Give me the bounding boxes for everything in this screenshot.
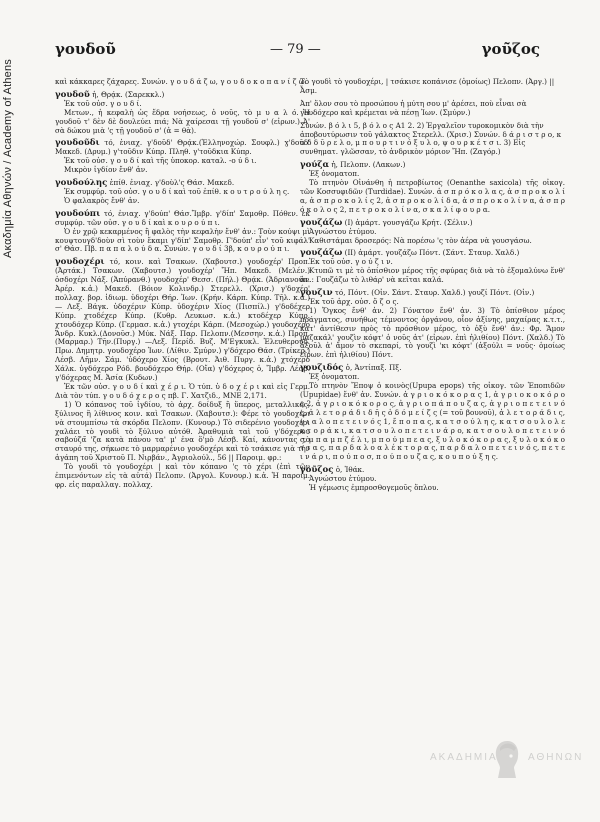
entry-paragraph: Ἐκ τοῦ οὐσ. γ ο υ δ ί καὶ τῆς ὑποκορ. καταλ. -ο ύ δ ι. bbox=[64, 156, 257, 166]
entry-grammar: ἡ, Πελοπν. (Λακων.) bbox=[331, 160, 406, 170]
entry-grammar: τό, ἐνιαχ. γ'δοῦδ' Θρᾴκ.(Ἑλληνοχώρ. Σουφλ.) ɣ'δοῦδ' Μακεδ. (Δρυμ.) γ'τοῦδιν Κύπρ. Πληθ. γ'τοῦδκια Κύπρ. bbox=[55, 138, 310, 157]
entry-head bbox=[55, 139, 310, 157]
entry-paragraph: 1) Ὄγκος ἔνθ' ἀν. 2) Γόνατον ἔνθ' ἀν. 3) Τὸ ὀπίσθιον μέρος πράγματος, συνήθως τέμνοντος ὀργάνου, οἷον ἀξίνης, μαχαίρας κ.τ.τ., κατ' ἀντίθεσιν πρὸς τὸ πρόσθιον μέρος, τὸ ὀξὺ ἔνθ' ἀν.: Φρ. Ἄμον μαζακάλ' γουζὶν κόφτ' ὁ νοῦς ἀτ' (εἰρων. ἐπὶ ἠλιθίου) Πόντ. (Χαλδ.) Τὸ ἀξοῦλ ἀ' ἄμον τὸ σκεπαρί, τὸ γουζὶ 'κι κόφτ' (ἀξούλι = νοῦς· ὁμοίως εἰρων. ἐπὶ ἠλιθίου) Πόντ. bbox=[300, 305, 565, 360]
dictionary-entry bbox=[300, 289, 565, 360]
entry-paragraph: Ἐκ τοῦ ἀρχ. οὐσ. ὄ ζ ο ς. bbox=[309, 296, 399, 306]
entry-grammar: τό, ἐνιαχ. γ'δούπ' Θάσ.Ἴμβρ. γ'δίπ' Σαμοθρ. Πόθεν. ἐκ συμφύρ. τῶν οὐσ. γ ο υ δ ί καὶ κ ο υ ρ ο ύ π ι. bbox=[55, 208, 310, 227]
academy-watermark bbox=[430, 738, 584, 782]
dictionary-entry bbox=[55, 91, 310, 136]
entry-grammar: τό, κοιν. καὶ Τσακων. (Χαβουτσ.) γουδοχέρ' Προπ. (Ἀρτάκ.) Τσακων. (Χαβουτσ.) γουδοχέρ' Ἤπ. Μακεδ. (Μελέν.) ὀσδοχέρι Νάξ. (Ἀπύρανθ.) γουδοχέρ' Θεσσ. (Πήλ.) Θρᾴκ. (Ἀδριανούπ. Ἀρέρ. κ.ἀ.) Μακεδ. (Βόιον Κολινδρ.) Στερελλ. (Χρισ.) γ'δοχέρ' πολλαχ. βορ. ἰδιωμ. ὑδοχέρι Θήρ. Ἰων. (Κρήν. Κάρπ. Κύπρ. Τῆλ. κ.ἀ.) — Λεξ. Βάγκ. ὑδοχέριν Κύπρ. ὑδοχέριν Χίος (Πισπίλ.) γ'δοδέχερ Κύπρ. χτοδέχερ Κύπρ. (Κυθρ. Λευκωσ. κ.ἀ.) κτοδέχερ Κύπρ. χτουδόχερ Κύπρ. (Γερμασ. κ.ἀ.) γτοχέρι Κάρπ. (Μεσοχώρ.) γουδοχέρο Ἄνδρ. Κυκλ.(Δονοῦσ.) Μύκ. Νάξ. Παρ. Πελοπν.(Μεσσην. κ.ἀ.) Προπ.(Μαρμαρ.) Τῆν.(Πυργ.) —Λεξ. Περίδ. Βυζ. Μ'Εγκυκλ. Ἐλευθερουδ. Πρω. Δημητρ. γουδοχέρο Ἰων. (Λίθιν. Σμύρν.) γ'δόχερο Θάσ. (Τρίκερ.) Λέσβ. Λῆμν. Σάμ. 'ὑδόχερο Χίος (Βρουτ. Ἀιθ. Πυργ. κ.ἀ.) χτόχερο Χάλκ. ὑγδόχερο Ρόδ. βουδόχερο Θήρ. (Οἴα) γ'δόχερος ὁ, Ἴμβρ. Λέσβ. γ'δόχερας Μ. Ἀσία (Κυδων.) bbox=[55, 257, 310, 383]
entry-grammar: ἐπίθ. ἐνιαχ. γ'δοὺλ'ς Θάσ. Μακεδ. bbox=[109, 178, 235, 188]
entry-lemma: γουδοῦ bbox=[55, 89, 90, 100]
entry-grammar: (I) ἀμάρτ. γουσγάζω Κρήτ. (Σέλιν.) bbox=[344, 217, 473, 227]
dictionary-entry bbox=[55, 179, 310, 206]
dictionary-entry bbox=[300, 249, 565, 285]
entry-lemma: γουζιδός bbox=[300, 363, 344, 374]
left-column bbox=[55, 78, 310, 494]
entry-paragraph: Ἀγνώστου ἐτύμου. bbox=[309, 226, 377, 236]
entry-paragraph: Ἐκ συμφύρ. τοῦ οὐσ. γ ο υ δ ί καὶ τοῦ ἐπίθ. κ ο υ τ ρ ο ύ λ η ς. bbox=[64, 186, 290, 196]
page-number: — 79 — bbox=[270, 42, 321, 57]
watermark-left-text: ΑΚΑΔΗΜΙΑ bbox=[430, 752, 498, 763]
entry-grammar: ὁ, Ἰθάκ. bbox=[335, 465, 365, 475]
watermark-right-text: ΑΘΗΝΩΝ bbox=[528, 752, 584, 763]
entry-paragraph: Τὸ γουδὶ τὸ γουδοχέρι | καὶ τὸν κόπανο 'ς τὸ χέρι (ἐπὶ τῶν ἐπιμενόντων εἰς τὰ αὐτά) Πελοπν. (Ἀργολ. Κυνουρ.) κ.ἀ. Ἡ παροιμ. φρ. εἰς παραλλαγ. πολλαχ. bbox=[55, 462, 310, 489]
entry-paragraph: Μικρὸν ἰγδίον ἔνθ' ἀν. bbox=[64, 165, 148, 175]
entry-head bbox=[55, 258, 310, 383]
entry-grammar: τό, Πόντ. (Οἰν. Σάντ. Σταυρ. Χαλδ.) γουζί Πόντ. (Οἰν.) bbox=[334, 288, 535, 298]
dictionary-entry bbox=[300, 219, 565, 246]
entry-head bbox=[55, 210, 310, 228]
dictionary-entry bbox=[55, 210, 310, 255]
entry-paragraph: Ἐκ τοῦ οὐσ. γ ο ύ ζ ι ν. bbox=[309, 257, 393, 267]
right-column bbox=[300, 78, 565, 497]
archive-side-label: Ακαδημία Αθηνών / Academy of Athens bbox=[2, 58, 14, 258]
entry-lemma: γουδοῦδι bbox=[55, 138, 100, 149]
dictionary-entry bbox=[300, 161, 565, 214]
dictionary-entry bbox=[55, 139, 310, 175]
dictionary-entry bbox=[300, 466, 565, 493]
entry-lemma: γουδοχέρι bbox=[55, 257, 105, 268]
continuation-text: καὶ κάκκαρες ζάχαρες. Συνών. γ ο υ δ ά ζ ω, γ ο υ δ ο κ ο π α ν ί ζ ω. bbox=[55, 77, 307, 86]
entry-grammar: ἡ, Θρᾴκ. (Σαρεκκλ.) bbox=[92, 89, 165, 99]
continuation-text: Τὸ γουδὶ τὸ γουδοχέρι, | τσάκισε κοπάνισε (ὁμοίως) Πελοπν. (Ἀργ.) || Ἆσμ. bbox=[300, 77, 555, 95]
entry-paragraph: Κτυπῶ τι μὲ τὸ ὀπίσθιον μέρος τῆς σφύρας διὰ νὰ τὸ ἐξομαλύνω ἔνθ' ἀν.: Γουζάζω τὸ λιθάρ' νὰ κεῖται καλά. bbox=[300, 266, 565, 285]
entry-grammar: (II) ἀμάρτ. γουζάζω Πόντ. (Σάντ. Σταυρ. Χαλδ.) bbox=[344, 248, 520, 258]
entry-paragraph: Ἐξ ὀνοματοπ. bbox=[309, 169, 360, 179]
dictionary-entry bbox=[300, 364, 565, 462]
entry-paragraph: Ἐξ ὀνοματοπ. bbox=[309, 372, 360, 382]
entry-lemma: γοῦζος bbox=[300, 465, 334, 476]
entry-grammar: ὁ, Ἀντίπαξ. Πξ. bbox=[345, 363, 402, 373]
entry-paragraph: Ἡ γέμωσις ἐμπροσθογεμοῦς ὅπλου. bbox=[309, 483, 439, 493]
entry-paragraph: Τὸ πτηνὸν Οἰνάνθη ἡ πετροβίωτος (Oenanthe saxicola) τῆς οἰκογ. τῶν Κοσσυφιδῶν (Turdidae). Συνών. ἀ σ π ρ ό κ ο λ α ς, ἀ σ π ρ ο κ ο λ ί α, ἀ σ π ρ ο κ ο λ ί ς 2, ἀ σ π ρ ο κ ο λ ί δ α, ἀ σ π ρ ο κ ο λ ί ν α, ἀ σ π ρ ό κ ο λ ο ς 2, π ε τ ρ ο κ ο λ ί ν α, σ κ α λ ί φ ο υ ρ α. bbox=[300, 178, 565, 214]
entry-paragraph: Καθιστάμαι δροσερός: Νὰ πορέσω 'ς τὸν ἀέρα νὰ γουσγάσω. bbox=[309, 235, 532, 245]
page-header bbox=[50, 40, 570, 60]
entry-lemma: γουζάζω bbox=[300, 248, 343, 259]
left-running-headword: γουδοῦ bbox=[55, 40, 116, 58]
entry-lemma: γουζιν bbox=[300, 288, 333, 299]
entry-paragraph: Ὁ φαλακρὸς ἔνθ' ἀν. bbox=[64, 195, 140, 205]
entry-paragraph: Ἐκ τοῦ οὐσ. γ ο υ δ ί. bbox=[64, 98, 142, 108]
entry-lemma: γούζα bbox=[300, 160, 330, 171]
continuation-text: Ἀπ' ὅλον σου τὸ προσώπου ἡ μύτη σου μ' ἀρέσει, ποὺ εἶναι σὰ γουδόχερο καὶ κρέμεται νὰ πέσῃ Ἰων. (Σμύρν.) bbox=[300, 98, 527, 117]
continuation-text: Συνών. β ό λ ι 5, β ό λ ο ς Α1 2. 2) Ἐργαλεῖον τυροκομικὸν διὰ τὴν ἀποβουτύρωσιν τοῦ γάλακτος Στερελλ. (Χρισ.) Συνών. δ ά ρ ι σ τ ρ ο, κ α δ δ ῦ ρ ε λ ο, μ π ο υ ρ τ ι ν ό ξ υ λ ο, ψ ο υ ρ κ έ τ σ ι. 3) Εἰς συνθηματ. γλῶσσαν, τὸ ἀνδρικὸν μόριον Ἤπ. (Ζαγόρ.) bbox=[300, 120, 562, 157]
entry-lemma: γουζάζω bbox=[300, 217, 343, 228]
entry-paragraph: Ἀγνώστου ἐτύμου. bbox=[309, 474, 377, 484]
right-running-headword: γοῦζος bbox=[481, 40, 540, 58]
entry-paragraph: Τὸ πτηνὸν Ἔποψ ὁ κοινὸς(Upupa epops) τῆς οἰκογ. τῶν Ἐποπιδῶν (Upupidae) ἔνθ' ἀν. Συνών. ἀ γ ρ ι ο κ ό κ ο ρ α ς 1, ἀ γ ρ ι ο κ ο κ ό ρ ο ς 2, ἀ γ ρ ι ο κ ό κ ο ρ ο ς, ἀ γ ρ ι ο π ά π ο υ ζ α ς, ἀ γ ρ ι ο π ε τ ε ι ν ό ς, ἀ λ ε τ ο ρ ά δ ι δ ῆ ς ὁ δ ό μ ε ί ζ ς (= τοῦ βουνοῦ), ἀ λ ε τ ο ρ ά δ ι ς, γ ι α λ ο π ε τ ε ι ν ό ς 1, ἔ π ο π α ς, κ α τ σ ο ύ λ η ς, κ α τ σ ο υ λ ο λ ε κ τ ο ρ ά κ ι, κ α τ σ ο υ λ ο π ε τ ε ι ν ά ρ ο, κ α τ σ ο υ λ ο π ε τ ε ι ν ό ς, μ π α μ π ζ έ λ ι, μ π ο ύ μ π ε α ς, ξ υ λ ο κ ό κ ο ρ α ς, ξ υ λ ο κ ό κ ο τ τ α ς, π α ρ δ α λ ο α λ έ κ τ ο ρ α ς, π α ρ δ α λ ο π ε τ ε ι ν ό ς, π ε τ ε ι ν ά ρ ι, π ο ύ π ο σ, π ο ύ π ο υ ζ α ς, κ ο υ π ο ύ ξ η ς. bbox=[300, 381, 565, 462]
entry-lemma: γουδούπι bbox=[55, 208, 101, 219]
dictionary-entry bbox=[55, 258, 310, 490]
entry-paragraph: Ἐκ τῶν οὐσ. γ ο υ δ ί καὶ χ έ ρ ι. Ὁ τύπ. ὑ δ ο χ έ ρ ι καὶ εἰς Γερμ. Διὰ τὸν τύπ. γ ο υ δ ό χ ε ρ ο ς πβ. Γ. Χατζιδ., ΜΝΕ 2,171. bbox=[55, 382, 310, 400]
entry-lemma: γουδούλης bbox=[55, 178, 108, 189]
entry-paragraph: 1) Ὁ κόπανος τοῦ ἰγδίου, τὸ ἀρχ. δοίδυξ ἢ ὕπερος, μεταλλικός, ξύλινος ἢ λίθινος κοιν. καὶ Τσακων. (Χαβουτσ.): Φέρε τὸ γουδοχέρι νὰ στουμπίσω τὰ σκόρδα Πελοπν. (Κυνουρ.) Τὸ σιδερένιο γουδοχέρι χαλάει τὸ γουδὶ τὸ ξύλινο αὐτόθ. Ἀραθυμιὰ ταὶ τοῦ γ'δόχερου σαβούζα̃ 'ζα κατὰ πάνου τα' μ' ἐνα ὅ'μὸ Λέσβ. Καί, κάνοντας τὸ σταυρό της, σήκωσε τὸ μαρμαρένιο γουδοχέρι καὶ τὸ τσάκισε γιὰ τὴν ἀγάπη τοῦ Χριστοῦ Π. Νιρβάν., Ἀγριολούλ., 56 || Παροιμ. φρ.: bbox=[55, 399, 310, 463]
entry-paragraph: Ὁ ἐν χρῷ κεκαρμένος ἢ φαλὸς τὴν κεφαλὴν ἔνθ' ἀν.: Τοὺν κούψι μὶ κουψτουγδ'δοὺν σὶ τοὺν ἔκαμι γ'δίπ' Σαμοθρ. Γ'δούπ' εἶν' τοῦ κιφάλ' σ' Θάσ. Πβ. π α π α λ ο ύ δ α. Συνών. γ ο υ δ ί 3β, κ ο υ ρ ο ύ π ι. bbox=[55, 226, 310, 254]
athena-head-icon bbox=[490, 738, 524, 782]
entry-paragraph: Μετων., ἡ κεφαλὴ ὡς ἕδρα νοήσεως, ὁ νοῦς, τὸ μ υ α λ ό. Ἡ γουδοῦ τ' δὲν δὲ δουλεύει πιά; Νὰ χαίρεσαι τῇ γουδοῦ σ' (εἰρων.) Ἀ' σὰ δώκου μιὰ 'ς τῇ γουδοῦ σ' (ἀ = θὰ). bbox=[55, 107, 310, 135]
